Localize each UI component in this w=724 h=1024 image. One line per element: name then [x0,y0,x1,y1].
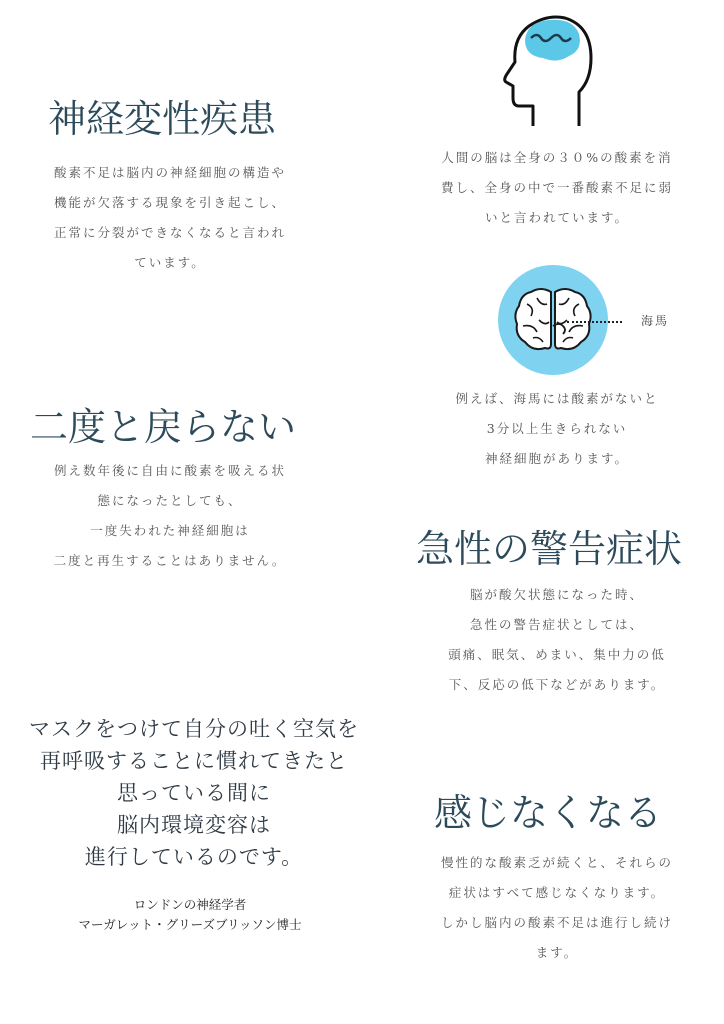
hippocampus-pointer [567,321,622,323]
title-irreversible: 二度と戻らない [30,405,297,449]
quote-block [10,713,378,873]
text-line: 機能が欠落する現象を引き起こし、 [53,195,286,210]
text-line: しかし脳内の酸素不足は進行し続け [440,915,673,930]
text-line: 下、反応の低下などがあります。 [448,677,666,692]
text-line: 急性の警告症状としては、 [469,617,644,632]
text-line: いと言われています。 [484,210,629,225]
text-line: 脳が酸欠状態になった時、 [469,587,644,602]
text-line: 神経細胞があります。 [484,451,629,466]
quote-attribution [20,895,360,935]
title-no-longer-felt: 感じなくなる [434,791,663,835]
text-acute-warning [412,580,702,700]
text-line: 人間の脳は全身の３０%の酸素を消 [441,150,673,165]
text-neurodegenerative [20,158,320,278]
text-line: 症状はすべて感じなくなります。 [448,885,666,900]
brain-circle-icon [497,264,609,376]
text-line: 二度と再生することはありません。 [53,553,287,568]
title-acute-warning: 急性の警告症状 [416,527,683,571]
text-line: 正常に分裂ができなくなると言われ [53,225,286,240]
text-line: 慢性的な酸素乏が続くと、それらの [440,855,673,870]
text-line: ています。 [134,255,206,270]
quote-line: 脳内環境変容は [117,813,271,837]
attribution-line: マーガレット・グリーズブリッソン博士 [78,917,302,932]
attribution-line: ロンドンの神経学者 [133,897,247,912]
text-irreversible [20,456,320,576]
text-hippocampus [412,384,702,474]
title-neurodegenerative: 神経変性疾患 [48,97,277,141]
head-brain-icon [503,10,595,130]
text-line: 頭痛、眠気、めまい、集中力の低 [448,647,666,662]
quote-line: マスクをつけて自分の吐く空気を [29,717,359,741]
text-line: 例えば、海馬には酸素がないと [455,391,659,406]
text-line: 一度失われた神経細胞は [90,523,250,538]
text-line: ます。 [535,945,579,960]
text-brain-oxygen [412,143,702,233]
quote-line: 思っている間に [117,781,271,805]
quote-line: 再呼吸することに慣れてきたと [40,749,348,773]
text-line: 酸素不足は脳内の神経細胞の構造や [53,165,286,180]
text-no-longer-felt [412,848,702,968]
text-line: 例え数年後に自由に酸素を吸える状 [53,463,286,478]
quote-line: 進行しているのです。 [84,845,304,869]
text-line: 態になったとしても、 [97,493,243,508]
text-line: 3分以上生きられない [486,421,628,436]
hippocampus-label: 海馬 [641,314,670,328]
text-line: 費し、全身の中で一番酸素不足に弱 [440,180,673,195]
